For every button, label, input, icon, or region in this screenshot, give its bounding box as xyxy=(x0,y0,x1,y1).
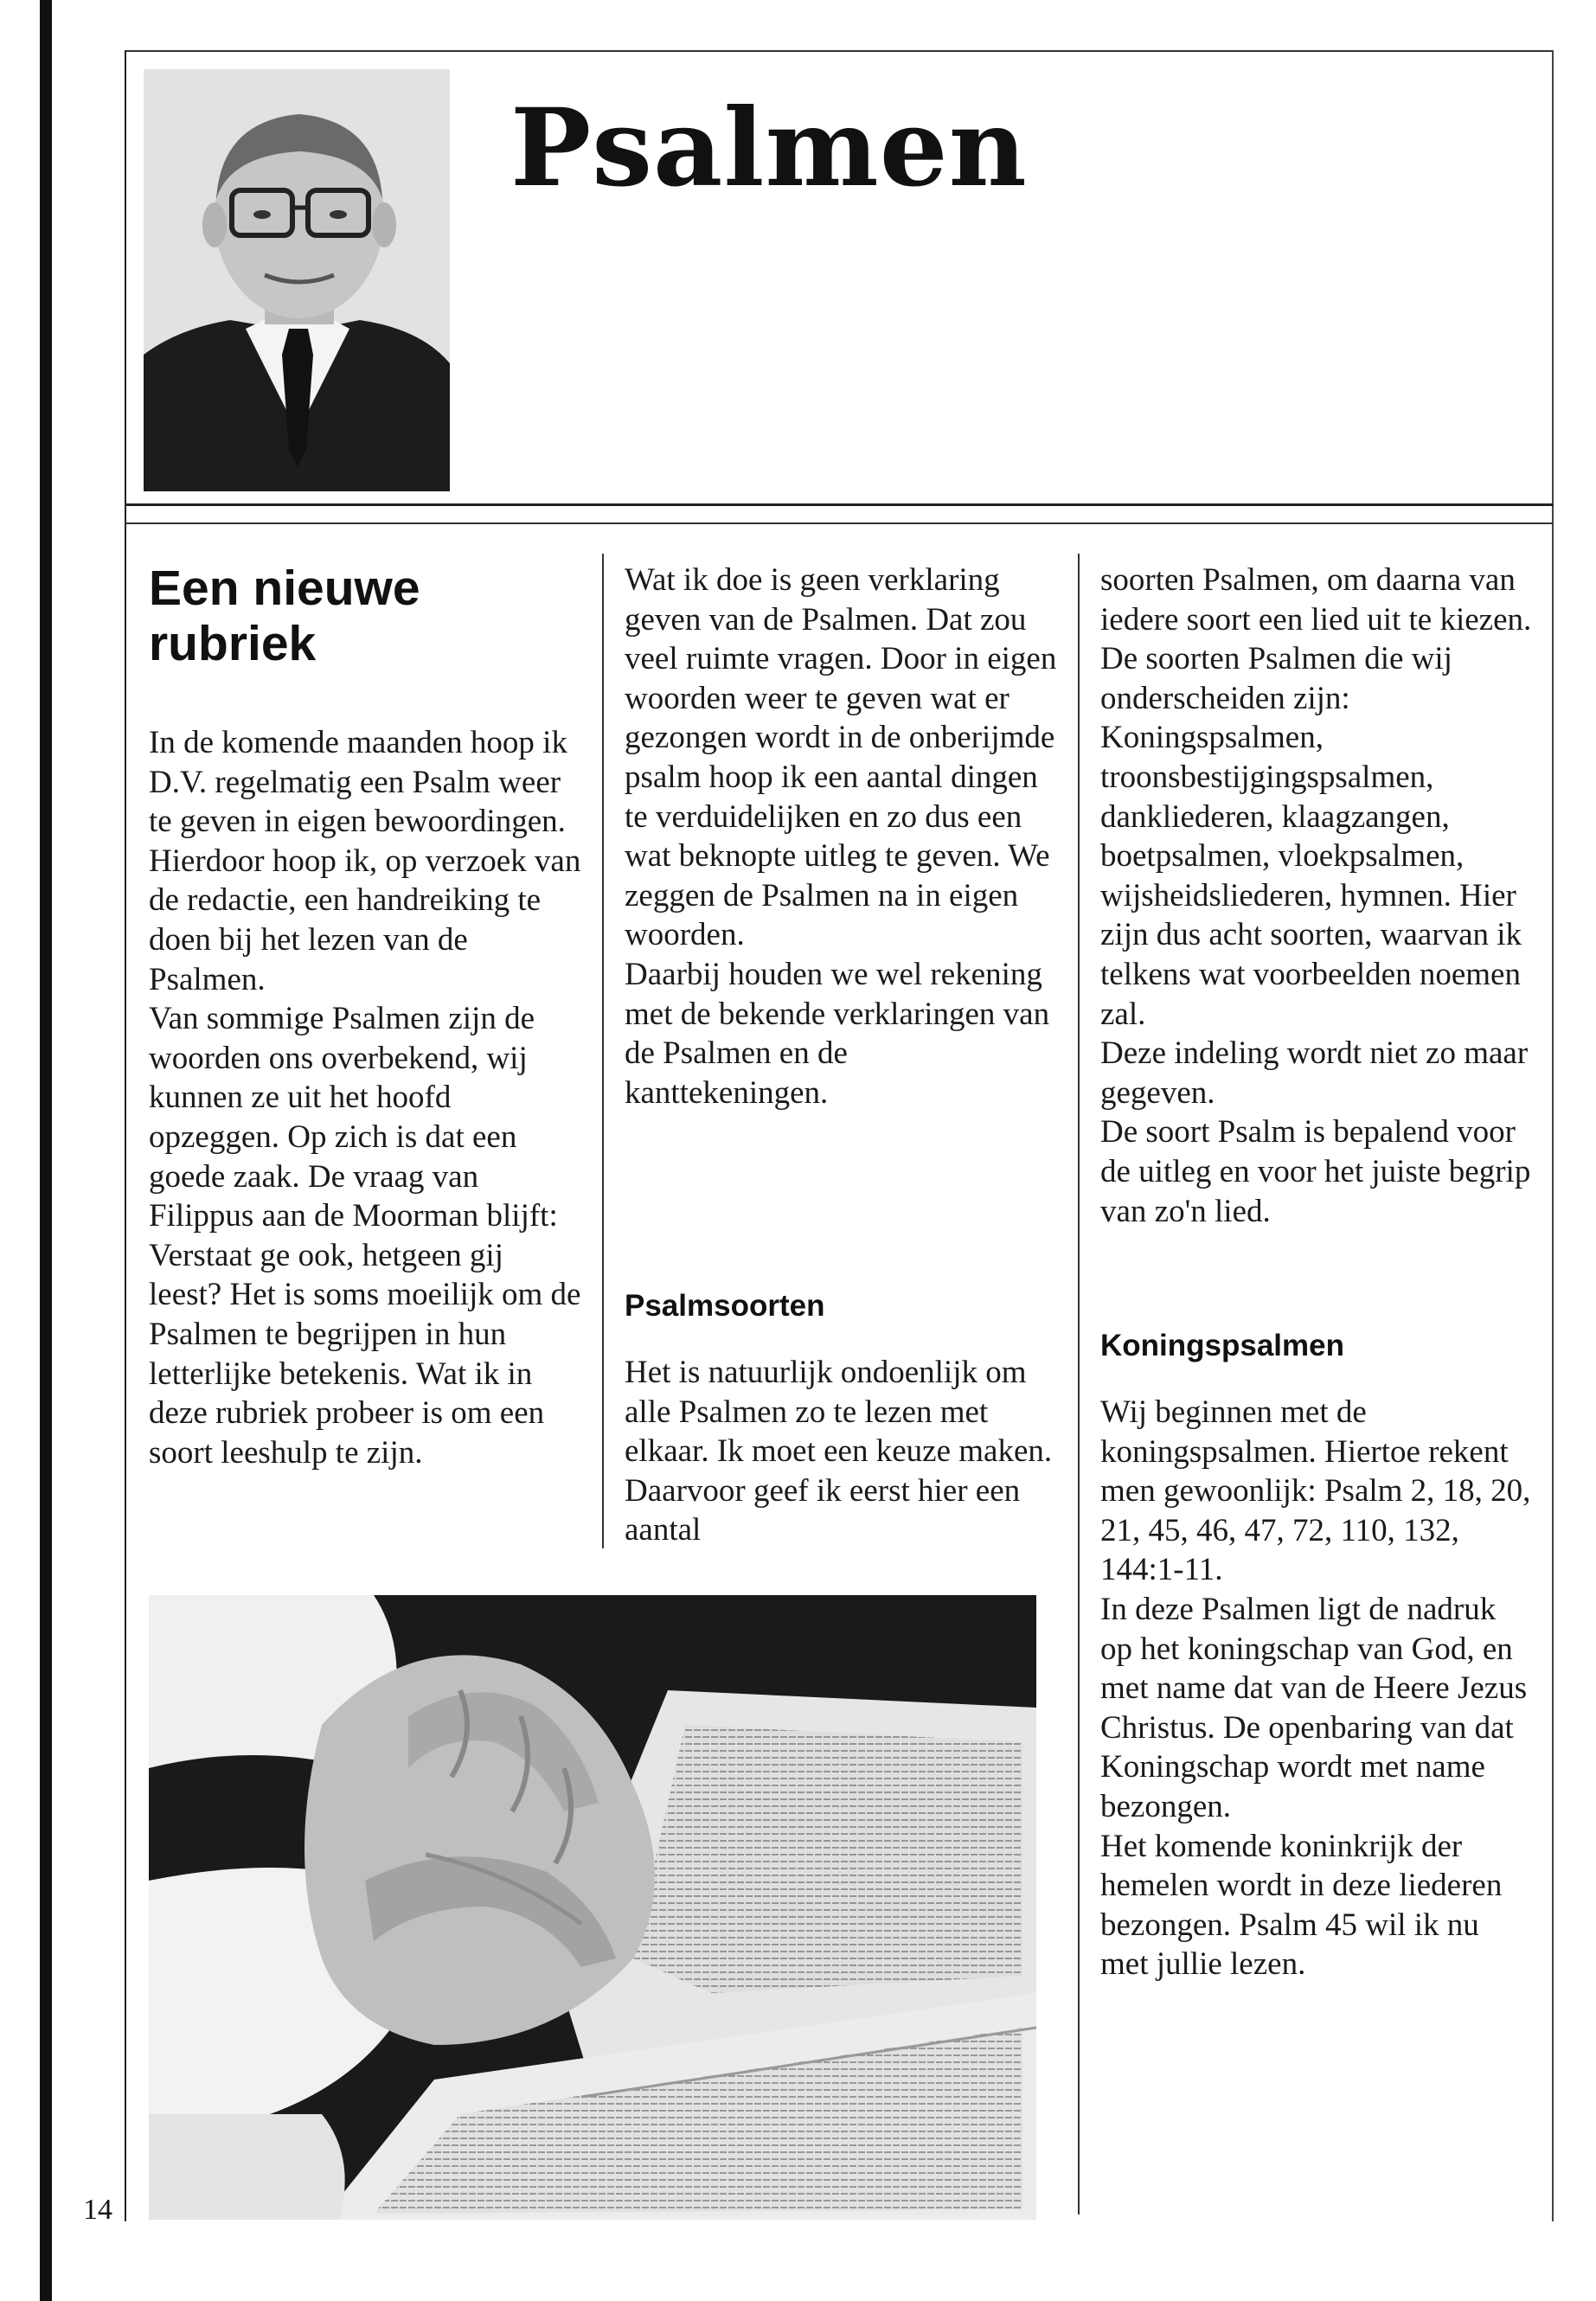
column-1-body xyxy=(149,723,581,1472)
subheading-koningspsalmen: Koningspsalmen xyxy=(1100,1329,1344,1362)
top-rule xyxy=(125,50,1554,52)
paragraph: Wij beginnen met de koningspsalmen. Hiertoe rekent men gewoonlijk: Psalm 2, 18, 20, 21, 45, 46, 47, 72, 110, 132, 144:1-11. xyxy=(1100,1394,1531,1588)
paragraph: In de komende maanden hoop ik D.V. regelmatig een Psalm weer te geven in eigen bewoordingen. xyxy=(149,725,567,840)
paragraph: Het komende koninkrijk der hemelen wordt in deze liederen bezongen. Psalm 45 wil ik nu met jullie lezen. xyxy=(1100,1828,1503,1983)
paragraph: Daarbij houden we wel rekening met de bekende verklaringen van de Psalmen en de kanttekeningen. xyxy=(625,956,1050,1111)
right-frame-rule xyxy=(1552,50,1554,2221)
column-3-body-continued xyxy=(1100,1393,1533,1984)
column-2-body-continued xyxy=(625,1353,1057,1550)
column-divider-2 xyxy=(1078,554,1080,2214)
page-title: Psalmen xyxy=(510,86,1028,211)
page-number: 14 xyxy=(83,2194,112,2226)
binding-edge xyxy=(40,0,52,2301)
paragraph: soorten Psalmen, om daarna van iedere soort een lied uit te kiezen. xyxy=(1100,562,1532,638)
author-portrait xyxy=(144,69,450,491)
left-frame-rule xyxy=(125,50,126,2221)
column-2-body xyxy=(625,561,1057,1112)
column-3-body xyxy=(1100,561,1533,1231)
paragraph: De soorten Psalmen die wij onderscheiden zijn: Koningspsalmen, troonsbestijgingspsalmen, dankliederen, klaagzangen, boetpsalmen, vloekpsalmen, wijsheidsliederen, hymnen. Hier zijn dus acht soorten, waarvan ik telkens wat voorbeelden noemen zal. xyxy=(1100,641,1522,1032)
paragraph: In deze Psalmen ligt de nadruk op het koningschap van God, en met name dat van de Heere Jezus Christus. De openbaring van dat Koningschap wordt met name bezongen. xyxy=(1100,1591,1528,1824)
paragraph: De soort Psalm is bepalend voor de uitleg en voor het juiste begrip van zo'n lied. xyxy=(1100,1114,1531,1229)
header-rule-thick xyxy=(125,503,1554,506)
paragraph: Van sommige Psalmen zijn de woorden ons overbekend, wij kunnen ze uit het hoofd opzeggen. Op zich is dat een goede zaak. De vraag van Filippus aan de Moorman blijft: Verstaat ge ook, hetgeen gij leest? Het is soms moeilijk om de Psalmen te begrijpen in hun letterlijke betekenis. Wat ik in deze rubriek probeer is om een soort leeshulp te zijn. xyxy=(149,1001,581,1471)
paragraph: Het is natuurlijk ondoenlijk om alle Psalmen zo te lezen met elkaar. Ik moet een keuze maken. Daarvoor geef ik eerst hier een aantal xyxy=(625,1355,1053,1548)
column-divider-1 xyxy=(602,554,604,1548)
paragraph: Wat ik doe is geen verklaring geven van de Psalmen. Dat zou veel ruimte vragen. Door in eigen woorden weer te geven wat er gezongen wordt in de onberijmde psalm hoop ik een aantal dingen te verduidelijken en zo dus een wat beknopte uitleg te geven. We zeggen de Psalmen na in eigen woorden. xyxy=(625,562,1057,953)
subheading-psalmsoorten: Psalmsoorten xyxy=(625,1289,825,1323)
header-rule-thin xyxy=(125,522,1554,524)
paragraph: Hierdoor hoop ik, op verzoek van de redactie, een handreiking te doen bij het lezen van de Psalmen. xyxy=(149,843,581,997)
praying-hands-bible-photo xyxy=(149,1595,1036,2220)
paragraph: Deze indeling wordt niet zo maar gegeven. xyxy=(1100,1035,1529,1111)
section-heading: Een nieuwe rubriek xyxy=(149,561,420,671)
